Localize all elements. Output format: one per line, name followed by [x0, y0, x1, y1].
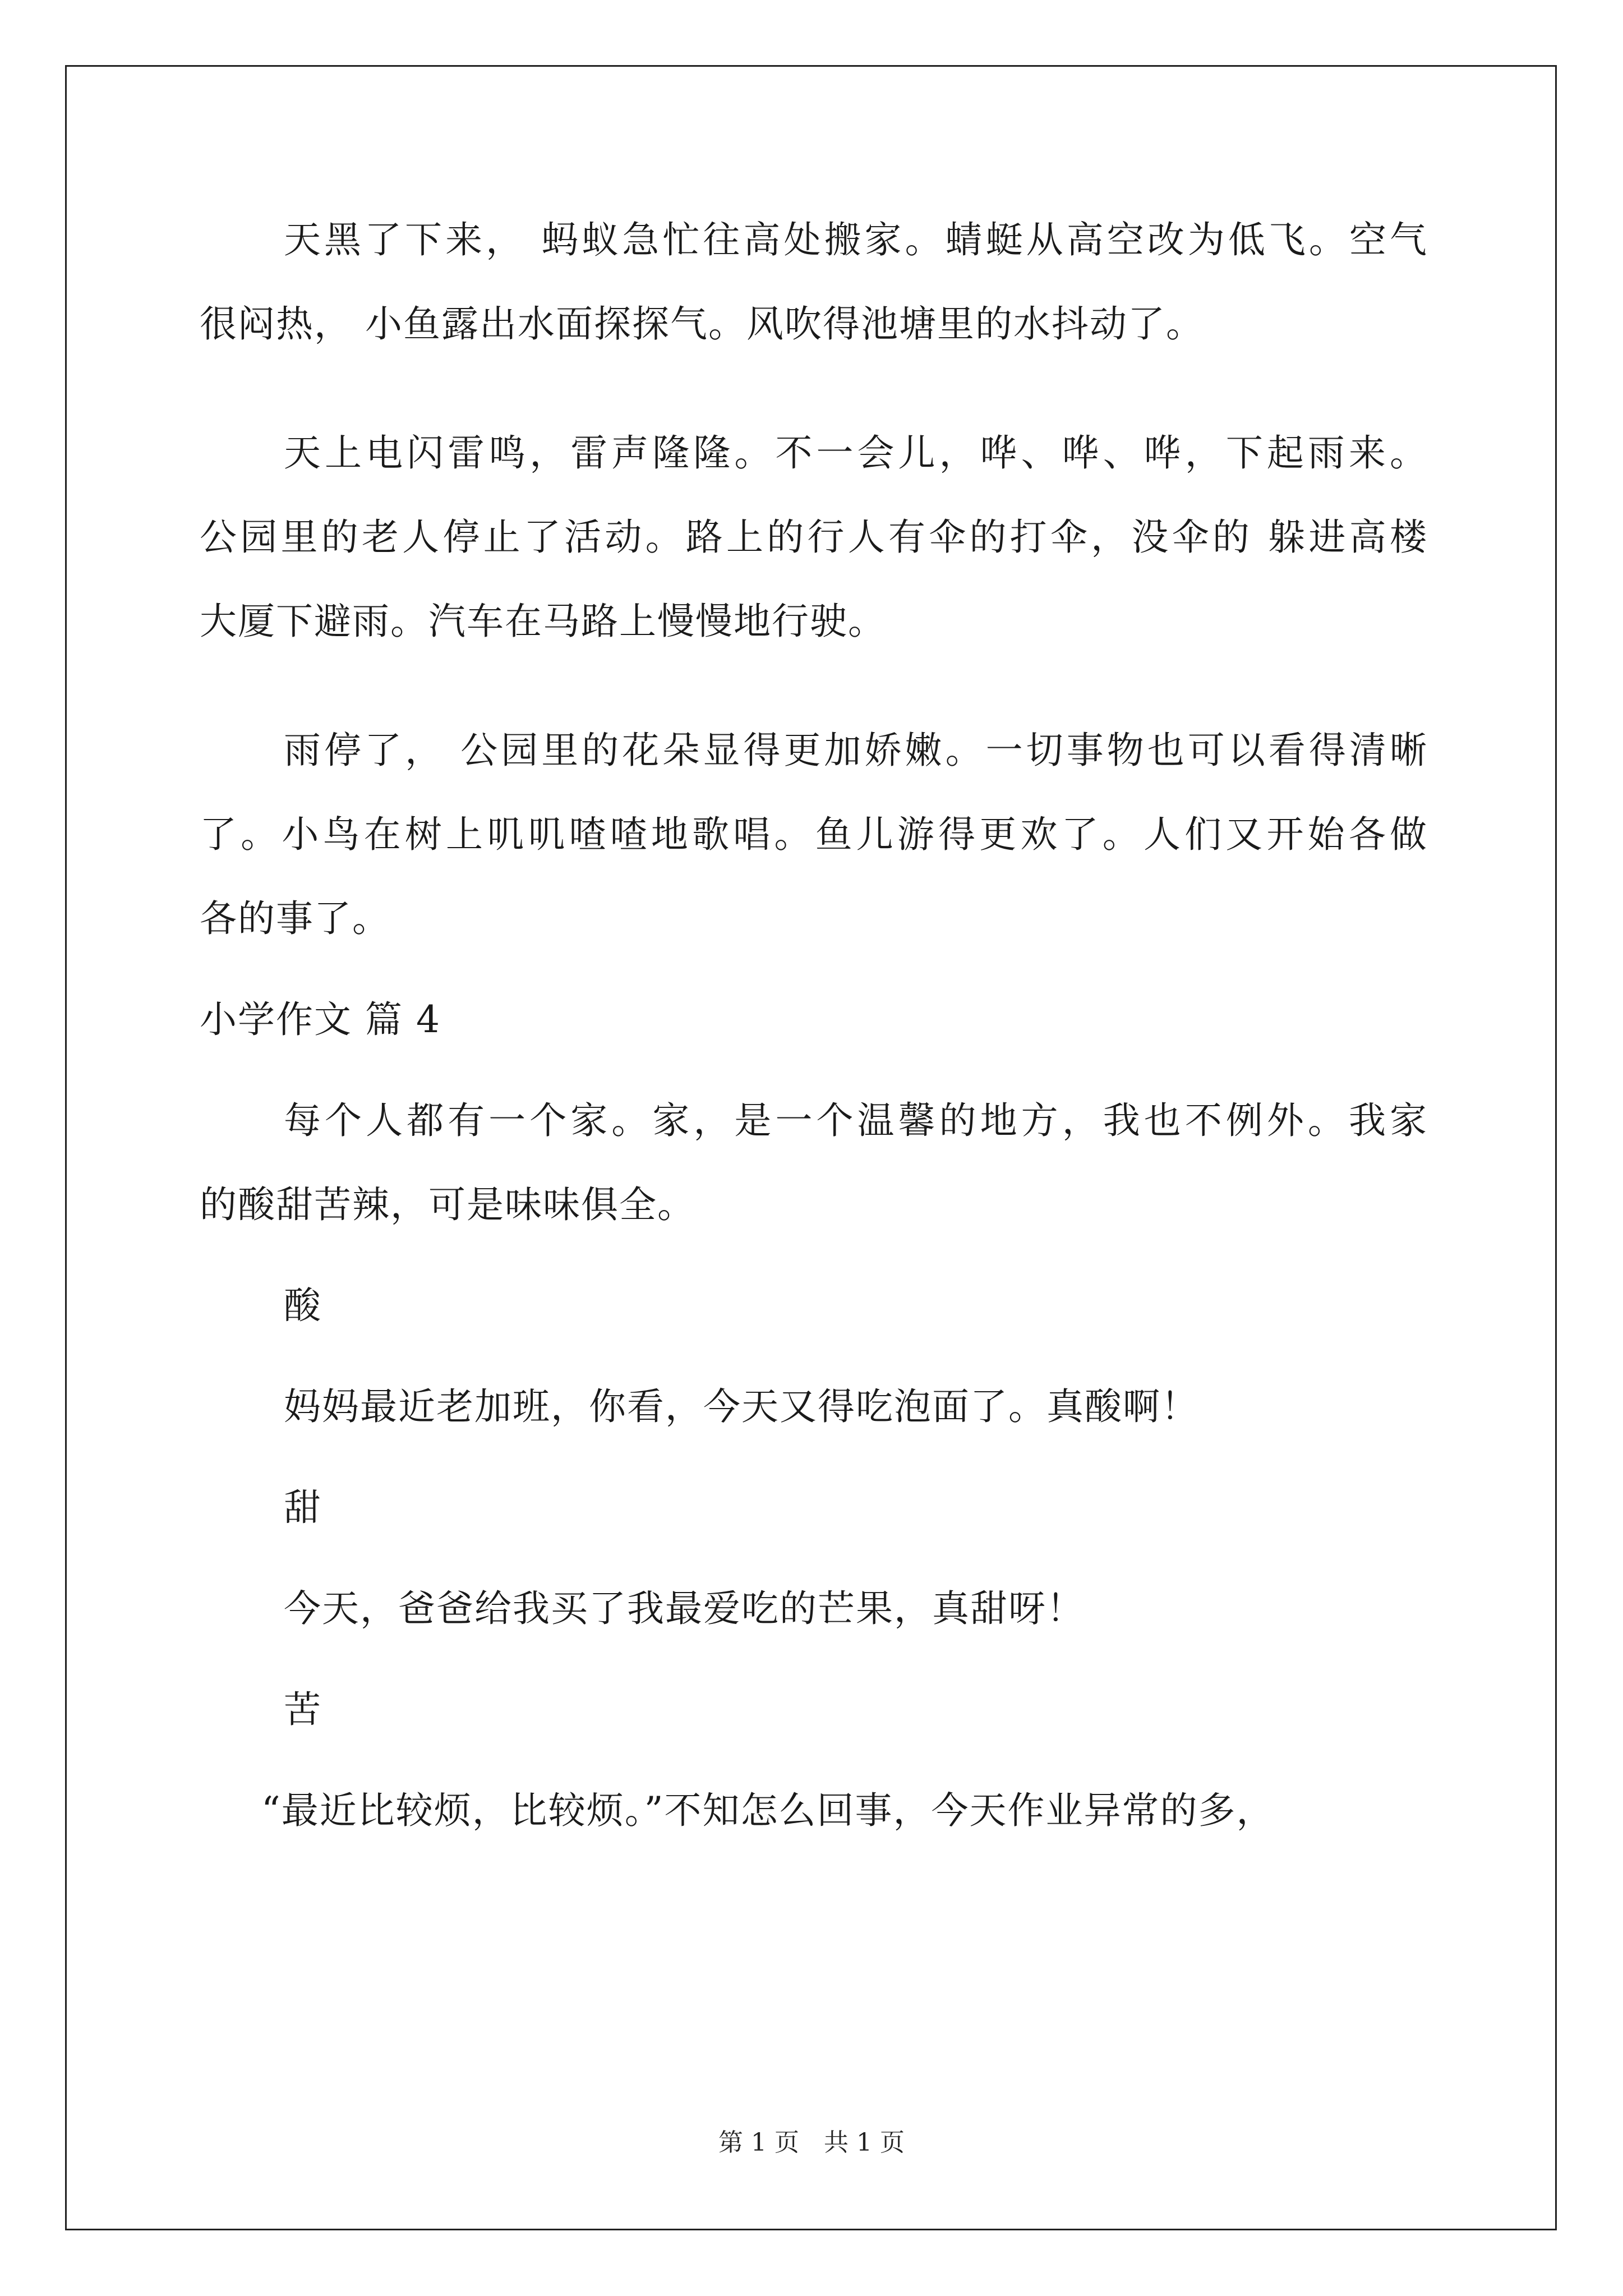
item-text: “最近比较烦，比较烦。”不知怎么回事，今天作业异常的多， [261, 1789, 1275, 1832]
item-text: 妈妈最近老加班，你看，今天又得吃泡面了。真酸啊！ [284, 1385, 1199, 1428]
paragraph-line: 公园里的老人停止了活动。路上的行人有伞的打伞，没伞的 躲进高楼 [200, 516, 1428, 559]
page-border [65, 65, 1557, 2230]
item-heading: 甜 [284, 1486, 322, 1529]
paragraph-line: 天黑了下来， 蚂蚁急忙往高处搬家。蜻蜓从高空改为低飞。空气 [284, 218, 1428, 261]
page-footer: 第 1 页 共 1 页 [718, 2128, 905, 2157]
paragraph-line: 雨停了， 公园里的花朵显得更加娇嫩。一切事物也可以看得清晰 [284, 729, 1428, 772]
paragraph-line: 各的事了。 [200, 897, 390, 940]
paragraph-line: 天上电闪雷鸣，雷声隆隆。不一会儿，哗、哗、哗，下起雨来。 [284, 431, 1428, 475]
paragraph-line: 大厦下避雨。汽车在马路上慢慢地行驶。 [200, 600, 886, 643]
item-heading: 酸 [284, 1284, 322, 1327]
item-heading: 苦 [284, 1688, 322, 1731]
section-heading: 小学作文 篇 4 [200, 998, 441, 1041]
paragraph-line: 每个人都有一个家。家，是一个温馨的地方，我也不例外。我家 [284, 1099, 1428, 1142]
item-text: 今天，爸爸给我买了我最爱吃的芒果，真甜呀！ [284, 1587, 1085, 1630]
paragraph-line: 很闷热， 小鱼露出水面探探气。风吹得池塘里的水抖动了。 [200, 302, 1204, 346]
paragraph-line: 的酸甜苦辣，可是味味俱全。 [200, 1183, 695, 1226]
paragraph-line: 了。小鸟在树上叽叽喳喳地歌唱。鱼儿游得更欢了。人们又开始各做 [200, 813, 1428, 856]
